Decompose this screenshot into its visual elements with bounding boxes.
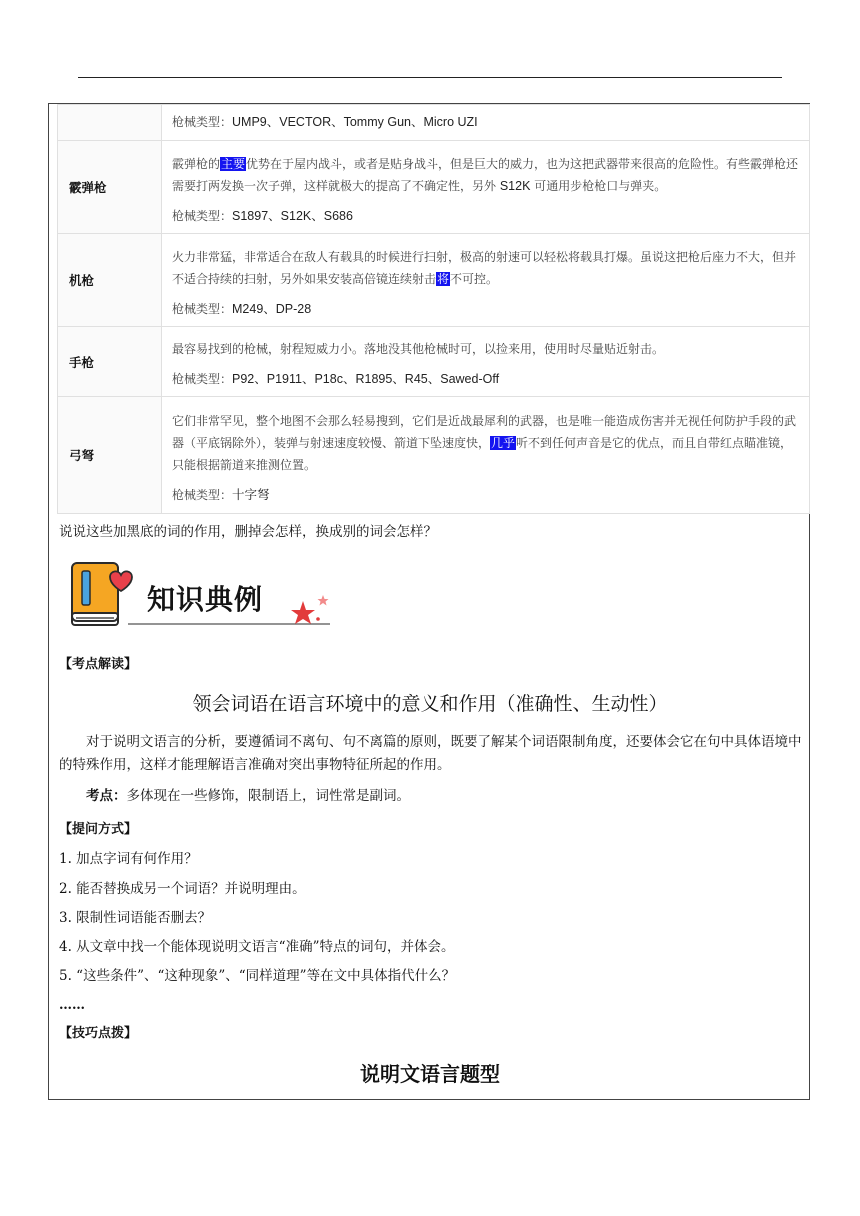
gun-category: 机枪 (58, 234, 162, 327)
description-segment: 优势在于屋内战斗，或者是贴身战斗，但是巨大的威力，也为这把武器带来很高的危险性。有些霰弹枪还需要打两发换一次子弹，这样就极大的提高了不确定性，另外 (172, 156, 799, 193)
content-frame (48, 103, 810, 1100)
gun-types-label: 枪械类型： (172, 487, 233, 502)
gun-description-cell (162, 327, 810, 397)
gun-category: 手枪 (58, 327, 162, 397)
gun-description (172, 142, 803, 200)
paragraph-analysis: 对于说明文语言的分析，要遵循词不离句、句不离篇的原则，既要了解某个词语限制角度，还要体会它在句中具体语境中的特殊作用，这样才能理解语言准确对突出事物特征所起的作用。 (59, 734, 802, 773)
section-jiqiao: 【技巧点拨】 (59, 1026, 138, 1041)
star-icon (318, 595, 329, 606)
gun-types-value: S1897、S12K、S686 (232, 208, 353, 223)
gun-types (172, 363, 803, 396)
gun-types-value: 十字弩 (232, 487, 270, 502)
kaodian-label: 考点： (86, 788, 127, 804)
question-item: 1. 加点字词有何作用？ (59, 851, 198, 867)
gun-row (58, 141, 810, 234)
gun-description (172, 327, 803, 363)
gun-types-value: P92、P1911、P18c、R1895、R45、Sawed-Off (232, 372, 500, 386)
description-segment: 火力非常猛，非常适合在敌人有载具的时候进行扫射，极高的射速可以轻松将载具打爆。虽说这把枪后座力不大，但并不适合持续的扫射，另外如果安装高倍镜连续射击 (172, 249, 797, 286)
dot-icon (316, 617, 320, 621)
gun-types (172, 293, 803, 326)
gun-types-value: M249、DP-28 (232, 301, 312, 316)
gun-description-cell (162, 397, 810, 514)
gun-table (57, 104, 810, 514)
section-kaodian: 【考点解读】 (59, 657, 138, 672)
gun-types (172, 200, 803, 233)
description-segment: S12K (499, 178, 531, 193)
gun-types (172, 106, 803, 139)
gun-types-label: 枪械类型： (172, 372, 233, 386)
header-rule (78, 77, 782, 78)
gun-row (58, 397, 810, 514)
description-segment: 听不到任何声音是它的优点，而且自带红点瞄准镜，只能根据箭道来推测位置。 (172, 435, 793, 472)
question-text: 说说这些加黑底的词的作用，删掉会怎样，换成别的词会怎样？ (59, 524, 437, 540)
ellipsis: …… (59, 998, 85, 1013)
gun-description-cell (162, 105, 810, 141)
gun-category: 霰弹枪 (58, 141, 162, 234)
gun-types-value: UMP9、VECTOR、Tommy Gun、Micro UZI (232, 115, 478, 129)
gun-types-label: 枪械类型： (172, 208, 233, 223)
gun-description-cell (162, 141, 810, 234)
description-segment: 不可控。 (450, 271, 499, 286)
gun-types-label: 枪械类型： (172, 301, 233, 316)
highlighted-word: 将 (437, 271, 450, 286)
question-item: 5. “这些条件”、“这种现象”、“同样道理”等在文中具体指代什么？ (59, 968, 456, 984)
paragraph-kaodian (59, 785, 803, 808)
question-item: 4. 从文章中找一个能体现说明文语言“准确”特点的词句，并体会。 (59, 939, 455, 955)
gun-category (58, 105, 162, 141)
highlighted-word: 几乎 (491, 435, 516, 450)
gun-category: 弓弩 (58, 397, 162, 514)
gun-description (172, 235, 803, 293)
gun-row (58, 327, 810, 397)
banner-title: 知识典例 (147, 583, 264, 616)
question-item: 3. 限制性词语能否删去？ (59, 910, 212, 926)
question-item: 2. 能否替换成另一个词语？并说明理由。 (59, 881, 306, 897)
description-segment: 霰弹枪的 (172, 156, 221, 171)
heading-main: 领会词语在语言环境中的意义和作用（准确性、生动性） (192, 693, 668, 715)
gun-row (58, 234, 810, 327)
gun-description-cell (162, 234, 810, 327)
description-segment: 它们非常罕见，整个地图不会那么轻易搜到，它们是近战最犀利的武器，也是唯一能造成伤害并无视任何防护手段的武器（平底锅除外），装弹与射速速度较慢、箭道下坠速度快， (172, 413, 797, 450)
gun-types-label: 枪械类型： (172, 115, 233, 129)
kaodian-text: 多体现在一些修饰，限制语上，词性常是副词。 (126, 788, 410, 804)
description-segment: 可通用步枪枪口与弹夹。 (530, 178, 667, 193)
highlighted-word: 主要 (221, 156, 246, 171)
gun-description (172, 399, 803, 479)
heading-bottom: 说明文语言题型 (360, 1062, 500, 1086)
gun-types (172, 479, 803, 512)
gun-row (58, 105, 810, 141)
section-tiwen: 【提问方式】 (59, 822, 138, 837)
description-segment: 最容易找到的枪械，射程短威力小。落地没其他枪械时可，以捡来用，使用时尽量贴近射击。 (172, 342, 665, 356)
star-icon (291, 601, 315, 624)
